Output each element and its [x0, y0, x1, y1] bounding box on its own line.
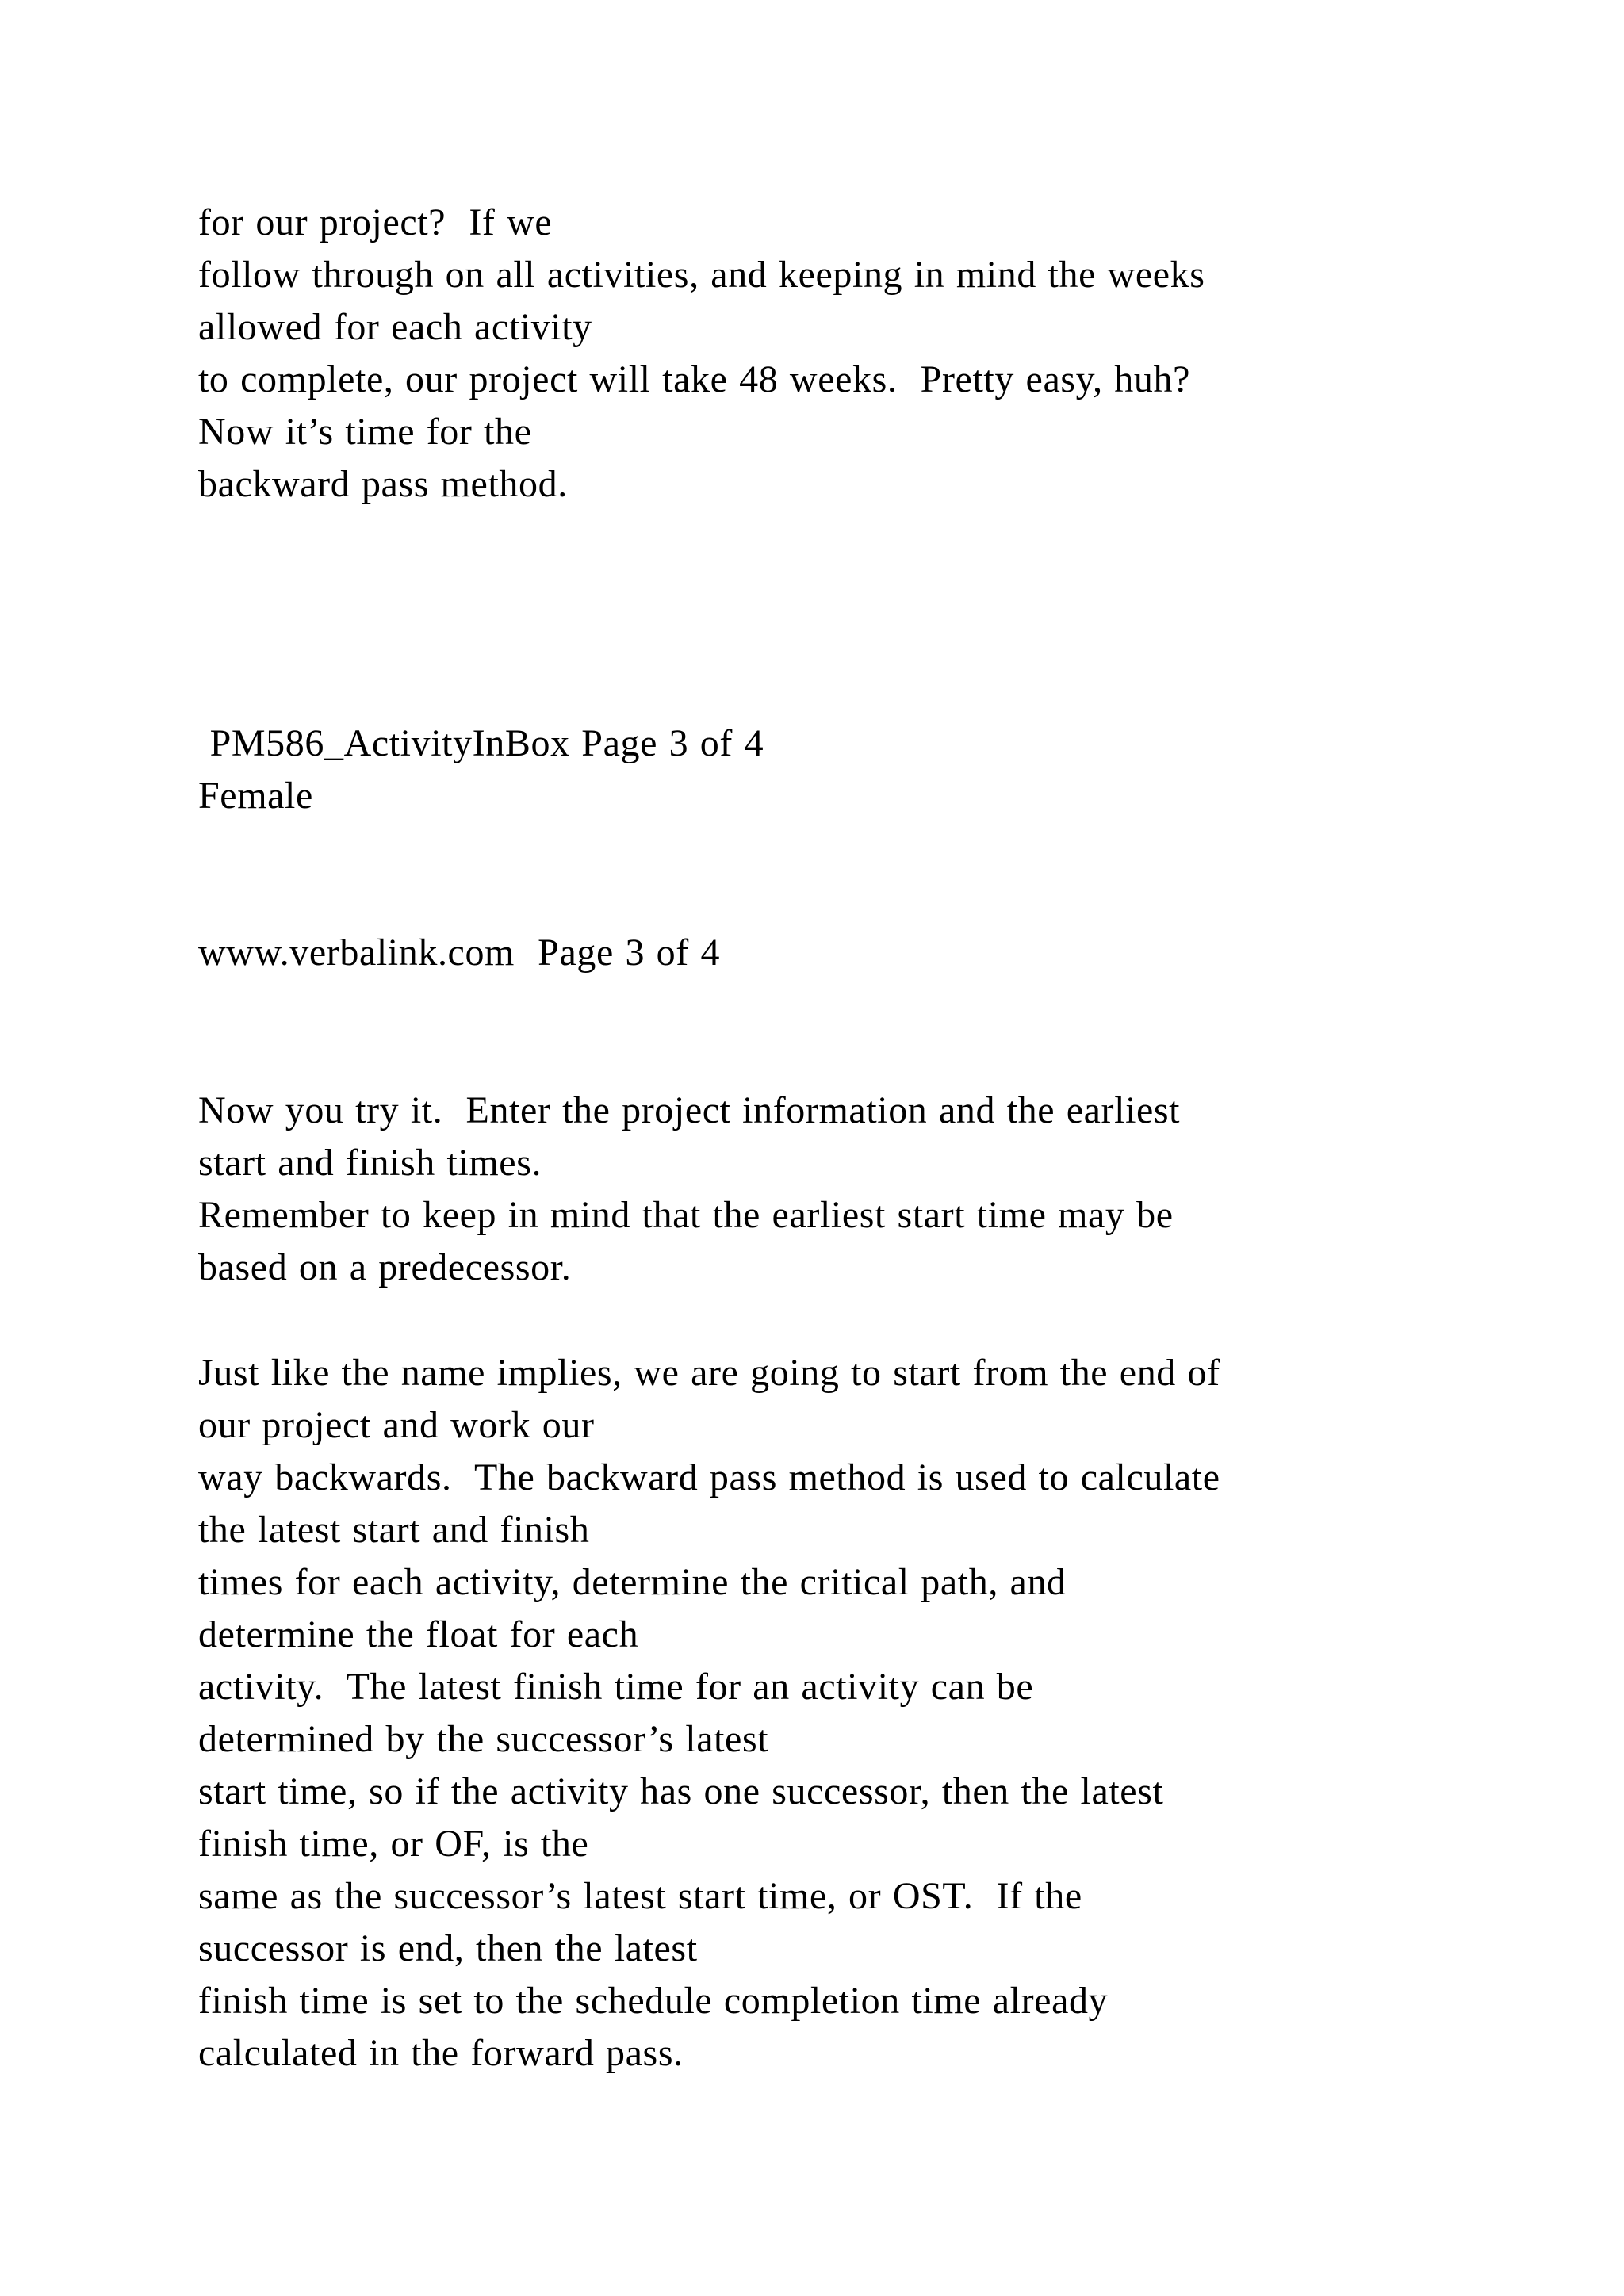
- text-line: same as the successor’s latest start time, or OST. If the: [198, 1875, 1082, 1917]
- text-line: calculated in the forward pass.: [198, 2032, 684, 2074]
- text-line: to complete, our project will take 48 weeks. Pretty easy, huh?: [198, 358, 1191, 400]
- page-header: [198, 718, 764, 822]
- text-line: way backwards. The backward pass method is used to calculate: [198, 1456, 1220, 1498]
- text-line: successor is end, then the latest: [198, 1927, 698, 1969]
- text-line: finish time, or OF, is the: [198, 1823, 589, 1865]
- text-line: follow through on all activities, and keeping in mind the weeks: [198, 254, 1205, 296]
- intro-paragraph: [198, 197, 1205, 511]
- text-line: our project and work our: [198, 1404, 595, 1446]
- text-line: times for each activity, determine the critical path, and: [198, 1561, 1067, 1603]
- text-line: Just like the name implies, we are going to start from the end of: [198, 1352, 1220, 1394]
- text-line: activity. The latest finish time for an activity can be: [198, 1666, 1034, 1708]
- text-line: finish time is set to the schedule completion time already: [198, 1980, 1109, 2022]
- text-line: for our project? If we: [198, 201, 553, 243]
- text-line: start and finish times.: [198, 1142, 542, 1184]
- text-line: determine the float for each: [198, 1613, 639, 1655]
- text-line: allowed for each activity: [198, 306, 592, 348]
- text-line: the latest start and finish: [198, 1509, 590, 1551]
- text-line: determined by the successor’s latest: [198, 1718, 769, 1760]
- backward-pass-paragraph: [198, 1347, 1220, 2080]
- text-line: Remember to keep in mind that the earliest start time may be: [198, 1194, 1174, 1236]
- header-speaker: Female: [198, 775, 313, 817]
- page-footer: [198, 927, 720, 979]
- footer-text: www.verbalink.com Page 3 of 4: [198, 932, 721, 974]
- instruction-paragraph: [198, 1085, 1180, 1294]
- text-line: backward pass method.: [198, 463, 568, 505]
- text-line: Now you try it. Enter the project information and the earliest: [198, 1089, 1181, 1131]
- text-line: Now it’s time for the: [198, 411, 532, 453]
- text-line: start time, so if the activity has one successor, then the latest: [198, 1770, 1164, 1812]
- header-title: PM586_ActivityInBox Page 3 of 4: [198, 722, 764, 764]
- text-line: based on a predecessor.: [198, 1246, 572, 1288]
